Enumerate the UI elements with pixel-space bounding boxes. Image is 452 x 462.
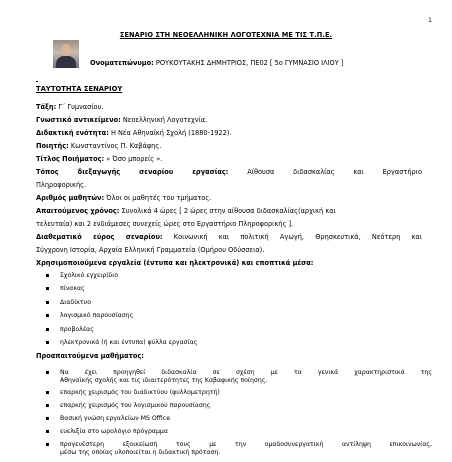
bullet-icon [46, 443, 49, 446]
poem-label: Τίτλος Ποιήματος: [36, 155, 105, 163]
stray-mark [36, 81, 38, 82]
place-label: Τόπος διεξαγωγής σεναρίου εργασίας: [36, 168, 229, 176]
list-item [40, 415, 432, 423]
bullet-icon [46, 371, 49, 374]
class-line [36, 103, 104, 111]
class-value: Γ΄ Γυμνασίου. [56, 103, 104, 111]
bullet-icon [46, 287, 49, 290]
time-line [36, 207, 336, 215]
time-line-cont [36, 220, 293, 228]
bullet-icon [46, 430, 49, 433]
bullet-icon [46, 391, 49, 394]
time-value-cont: τελευταία) και 2 ενδιάμεσες συνεχείς ώρες στο Εργαστήριο Πληροφορικής ]. [36, 220, 294, 228]
prereq-text-line1: Να έχει προηγηθεί διδασκαλία σε σχέση με τα γενικά χαρακτηριστικά της [60, 369, 432, 376]
scope-value-cont: Σύγχρονη Ιστορία, Αρχαία Ελληνική Γραμματεία (Ομήρου Οδύσσεια). [36, 246, 265, 254]
students-label: Αριθμός μαθητών: [36, 194, 105, 202]
prereq-text-line1: ευελιξία στο ωρολόγιο πρόγραμμα [60, 428, 168, 436]
tool-text: πίνακας [60, 285, 85, 293]
place-value-cont: Πληροφορικής. [36, 181, 87, 189]
place-value: Αίθουσα διδασκαλίας και Εργαστήριο [228, 168, 422, 176]
poet-line [36, 142, 161, 150]
list-item [40, 402, 432, 410]
bullet-icon [46, 341, 49, 344]
time-value: Συνολικά 4 ώρες [ 2 ώρες στην αίθουσα διδασκαλίας(αρχική και [119, 207, 336, 215]
prereq-text-line1: προγενέστερη εξοικείωσή τους με την ομαδοσυνεργατική αντίληψη επικοινωνίας, [60, 441, 432, 449]
list-item [40, 285, 197, 298]
list-item [40, 272, 197, 285]
students-line [36, 194, 211, 202]
identity-heading: ΤΑΥΤΟΤΗΤΑ ΣΕΝΑΡΙΟΥ [36, 85, 123, 93]
list-item [40, 369, 432, 384]
bullet-icon [46, 328, 49, 331]
list-item [40, 428, 432, 436]
tool-text: λογισμικό παρουσίασης [60, 312, 134, 320]
bullet-icon [46, 274, 49, 277]
class-label: Τάξη: [36, 103, 57, 111]
poet-label: Ποιητής: [36, 142, 69, 150]
tools-list [40, 272, 197, 352]
poet-value: Κωνσταντίνος Π. Καβάφης. [68, 142, 162, 150]
prereq-line [36, 352, 144, 360]
tool-text: ηλεκτρονικά (ή και έντυπα) φύλλα εργασίας [60, 338, 198, 346]
prereq-label: Προαπαιτούμενα μαθήματος: [36, 352, 144, 360]
page-number: 1 [428, 17, 432, 24]
poem-value: « Όσο μπορείς ». [104, 155, 163, 163]
subject-value: Νεοελληνική Λογοτεχνία. [120, 116, 208, 124]
scope-label: Διαθεματικό εύρος σεναρίου: [36, 233, 163, 241]
prereq-text-line1: επαρκής χειρισμός του διαδικτύου (φυλλομετρητή) [60, 389, 220, 397]
list-item [40, 389, 432, 397]
unit-label: Διδακτική ενότητα: [36, 129, 109, 137]
scope-line-cont [36, 246, 264, 254]
list-item [40, 326, 197, 339]
author-value: ΡΟΥΚΟΥΤΑΚΗΣ ΔΗΜΗΤΡΙΟΣ, ΠΕ02 [ 5ο ΓΥΜΝΑΣΙΟ ΙΛΙΟΥ ] [153, 59, 344, 67]
prereq-text-line1: επαρκής χειρισμός του λογισμικού παρουσίασης [60, 402, 211, 410]
place-line [36, 168, 422, 176]
author-line [90, 59, 343, 67]
list-item [40, 299, 197, 312]
tools-label: Χρησιμοποιούμενα εργαλεία (έντυπα και ηλεκτρονικά) και εποπτικά μέσα: [36, 259, 314, 267]
list-item [40, 441, 432, 456]
photo-suit [56, 56, 76, 68]
bullet-icon [46, 417, 49, 420]
list-item [40, 312, 197, 325]
tool-text: προβολέας [60, 325, 94, 333]
unit-line [36, 129, 231, 137]
bullet-icon [46, 301, 49, 304]
poem-line [36, 155, 162, 163]
prereq-text-line2: Αθηναϊκής σχολής και τις ιδιαιτερότητες της Καβαφικής ποίησης. [60, 376, 268, 384]
subject-label: Γνωστικό αντικείμενο: [36, 116, 121, 124]
scope-value: Κοινωνική και πολιτική Αγωγή, Θρησκευτικά, Νεότερη και [162, 233, 422, 241]
list-item [40, 339, 197, 352]
place-line-cont [36, 181, 86, 189]
students-value: Όλοι οι μαθητές του τμήματος. [104, 194, 212, 202]
author-label: Ονοματεπώνυμο: [90, 59, 154, 67]
document-title: ΣΕΝΑΡΙΟ ΣΤΗ ΝΕΟΕΛΛΗΝΙΚΗ ΛΟΓΟΤΕΧΝΙΑ ΜΕ ΤΙΣ Τ.Π.Ε. [119, 31, 333, 39]
bullet-icon [46, 314, 49, 317]
unit-value: Η Νέα Αθηναϊκή Σχολή (1880-1922). [108, 129, 232, 137]
prereq-text-line2: μέσω της οποίας υλοποιείται η διδακτική πρόταση. [60, 448, 221, 456]
time-label: Απαιτούμενος χρόνος: [36, 207, 120, 215]
scope-line [36, 233, 422, 241]
tool-text: Διαδίκτυο [60, 298, 92, 306]
subject-line [36, 116, 207, 124]
tools-line [36, 259, 313, 267]
prereq-list [40, 369, 432, 462]
author-photo [53, 40, 79, 68]
bullet-icon [46, 404, 49, 407]
photo-head [61, 44, 71, 56]
prereq-text-line1: Βασική γνώση εργαλείων MS Office [60, 415, 170, 423]
tool-text: Σχολικό εγχειρίδιο [60, 272, 119, 279]
